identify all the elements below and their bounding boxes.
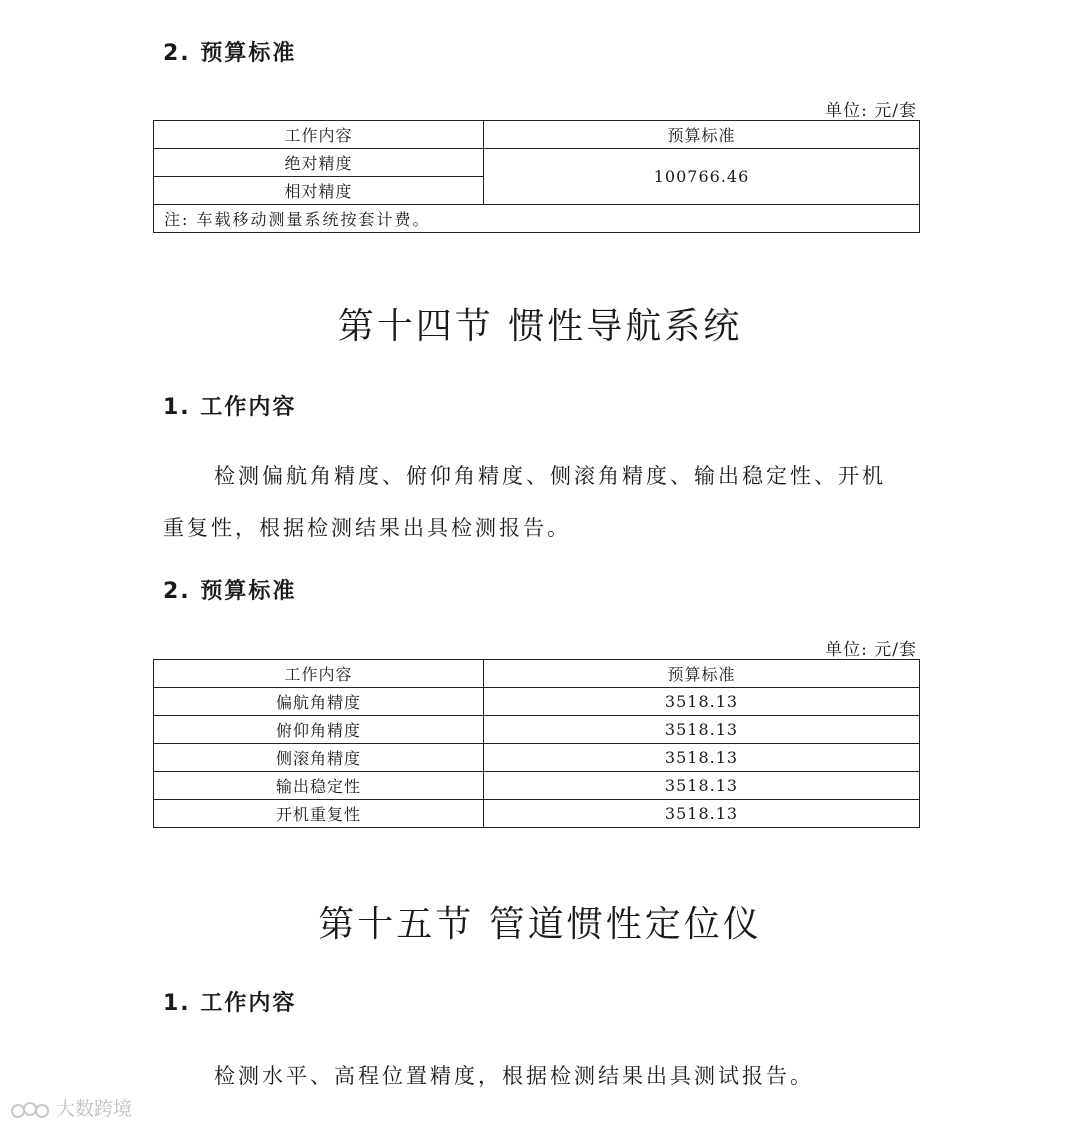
- header-work-content: 工作内容: [154, 660, 484, 688]
- work-content-line-1: 检测偏航角精度、俯仰角精度、侧滚角精度、输出稳定性、开机: [214, 464, 886, 488]
- table-row: [154, 688, 920, 716]
- watermark-logo-icon: [10, 1099, 50, 1121]
- row-item: 偏航角精度: [154, 688, 484, 716]
- budget-table-vehicle: [153, 120, 920, 233]
- watermark-text: 大数跨境: [56, 1098, 133, 1120]
- header-budget-standard: 预算标准: [484, 660, 920, 688]
- row-value: 3518.13: [484, 716, 920, 744]
- header-work-content: 工作内容: [154, 121, 484, 149]
- table-note: 注: 车载移动测量系统按套计费。: [154, 205, 920, 233]
- row-item: 开机重复性: [154, 800, 484, 828]
- section-title-14: 第十四节 惯性导航系统: [337, 306, 743, 347]
- row-value: 3518.13: [484, 800, 920, 828]
- watermark: [10, 1094, 132, 1121]
- header-budget-standard: 预算标准: [484, 121, 920, 149]
- work-content-text: 检测水平、高程位置精度，根据检测结果出具测试报告。: [214, 1064, 814, 1088]
- section-title-15: 第十五节 管道惯性定位仪: [318, 904, 762, 945]
- budget-heading: 2. 预算标准: [163, 41, 297, 66]
- unit-label: 单位: 元/套: [825, 640, 917, 660]
- row-item: 俯仰角精度: [154, 716, 484, 744]
- table-row: [154, 772, 920, 800]
- table-row: [154, 716, 920, 744]
- row-item: 输出稳定性: [154, 772, 484, 800]
- budget-heading: 2. 预算标准: [163, 579, 297, 604]
- work-content-heading: 1. 工作内容: [163, 991, 297, 1016]
- work-content-heading: 1. 工作内容: [163, 395, 297, 420]
- table-row: [154, 149, 920, 177]
- row-value: 3518.13: [484, 772, 920, 800]
- table-row: [154, 744, 920, 772]
- table-row: [154, 800, 920, 828]
- row-item: 侧滚角精度: [154, 744, 484, 772]
- budget-table-ins: [153, 659, 920, 828]
- row-value: 3518.13: [484, 744, 920, 772]
- row-item: 相对精度: [154, 177, 484, 205]
- unit-label: 单位: 元/套: [825, 101, 917, 121]
- table-header-row: [154, 121, 920, 149]
- work-content-line-2: 重复性，根据检测结果出具检测报告。: [163, 516, 571, 540]
- table-note-row: [154, 205, 920, 233]
- table-header-row: [154, 660, 920, 688]
- row-value-merged: 100766.46: [484, 149, 920, 205]
- row-item: 绝对精度: [154, 149, 484, 177]
- row-value: 3518.13: [484, 688, 920, 716]
